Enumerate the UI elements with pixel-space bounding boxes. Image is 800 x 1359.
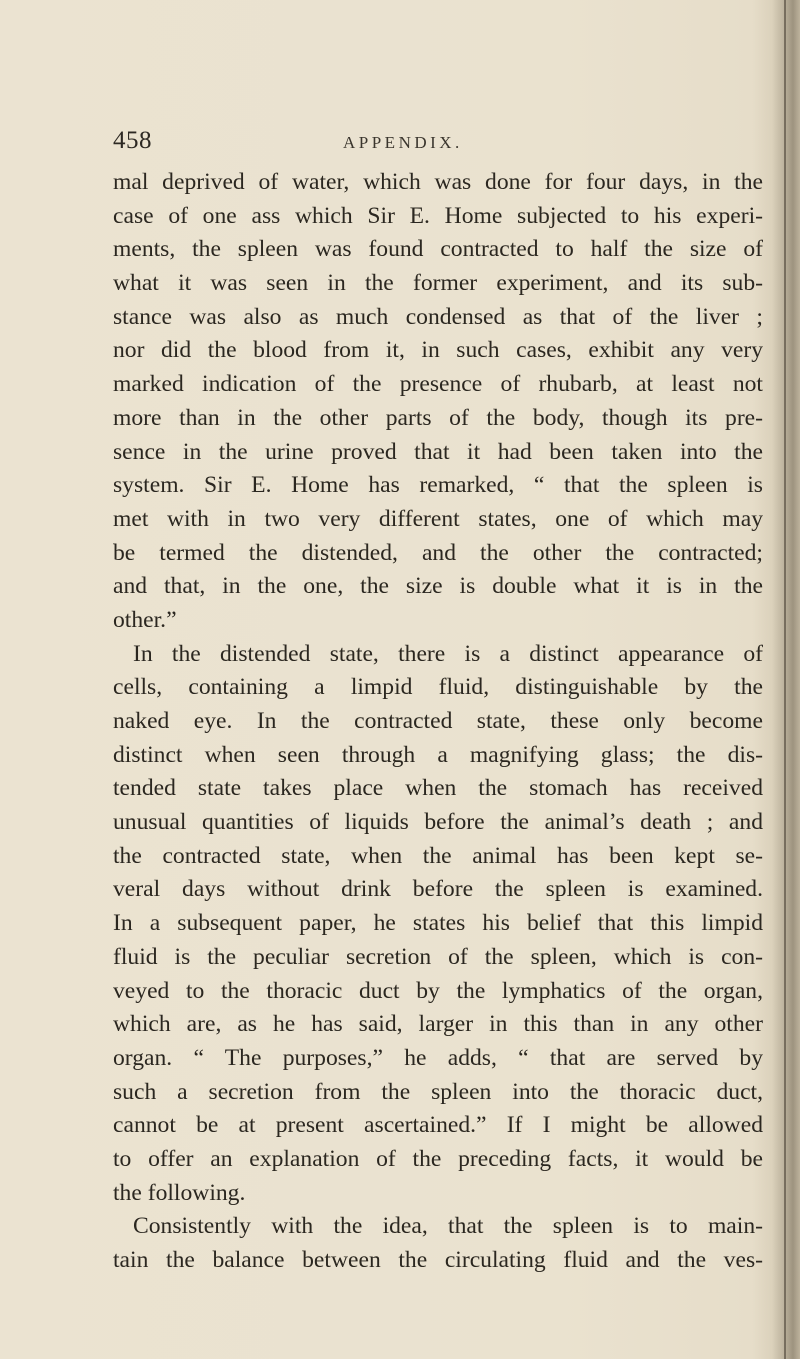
text-line: marked indication of the presence of rhubarb, at least not — [113, 371, 763, 398]
paragraph-start-line: In the distended state, there is a distinct appearance of — [133, 640, 763, 667]
text-line: organ. “ The purposes,” he adds, “ that are served by — [113, 1044, 763, 1071]
text-line: nor did the blood from it, in such cases, exhibit any very — [113, 337, 763, 364]
text-line: which are, as he has said, larger in this than in any other — [113, 1011, 763, 1038]
text-line: met with in two very different states, one of which may — [113, 505, 763, 532]
text-line: other.” — [113, 606, 177, 633]
running-title: APPENDIX. — [343, 133, 463, 152]
text-line: what it was seen in the former experiment, and its sub- — [113, 270, 763, 297]
page-number: 458 — [113, 127, 152, 154]
text-line: cells, containing a limpid fluid, distinguishable by the — [113, 674, 763, 701]
text-line: ments, the spleen was found contracted to half the size of — [113, 236, 763, 263]
text-line: veral days without drink before the spleen is examined. — [113, 876, 763, 903]
text-line: the contracted state, when the animal has been kept se- — [113, 842, 763, 869]
paragraph-start-line: Consistently with the idea, that the spleen is to main- — [133, 1213, 763, 1240]
text-line: stance was also as much condensed as that of the liver ; — [113, 303, 763, 330]
text-line: such a secretion from the spleen into the thoracic duct, — [113, 1078, 763, 1105]
text-line: be termed the distended, and the other the contracted; — [113, 539, 763, 566]
text-line: the following. — [113, 1179, 246, 1206]
text-line: sence in the urine proved that it had been taken into the — [113, 438, 763, 465]
text-line: unusual quantities of liquids before the animal’s death ; and — [113, 809, 763, 836]
text-line: veyed to the thoracic duct by the lymphatics of the organ, — [113, 977, 763, 1004]
text-line: case of one ass which Sir E. Home subjected to his experi- — [113, 202, 763, 229]
text-line: In a subsequent paper, he states his belief that this limpid — [113, 910, 763, 937]
page-edge-shadow — [772, 0, 800, 1359]
text-line: cannot be at present ascertained.” If I might be allowed — [113, 1112, 763, 1139]
text-line: more than in the other parts of the body, though its pre- — [113, 404, 763, 431]
text-line: tended state takes place when the stomach has received — [113, 775, 763, 802]
running-head — [113, 127, 763, 163]
body-text — [113, 166, 763, 1278]
text-line: tain the balance between the circulating fluid and the ves- — [113, 1247, 763, 1273]
text-line: distinct when seen through a magnifying glass; the dis- — [113, 741, 763, 768]
text-line: mal deprived of water, which was done for four days, in the — [113, 169, 763, 195]
text-line: to offer an explanation of the preceding facts, it would be — [113, 1145, 763, 1172]
text-line: system. Sir E. Home has remarked, “ that the spleen is — [113, 472, 763, 499]
text-line: and that, in the one, the size is double what it is in the — [113, 573, 763, 600]
page-edge-line — [784, 0, 786, 1359]
text-line: naked eye. In the contracted state, these only become — [113, 708, 763, 734]
text-line: fluid is the peculiar secretion of the spleen, which is con- — [113, 943, 763, 970]
